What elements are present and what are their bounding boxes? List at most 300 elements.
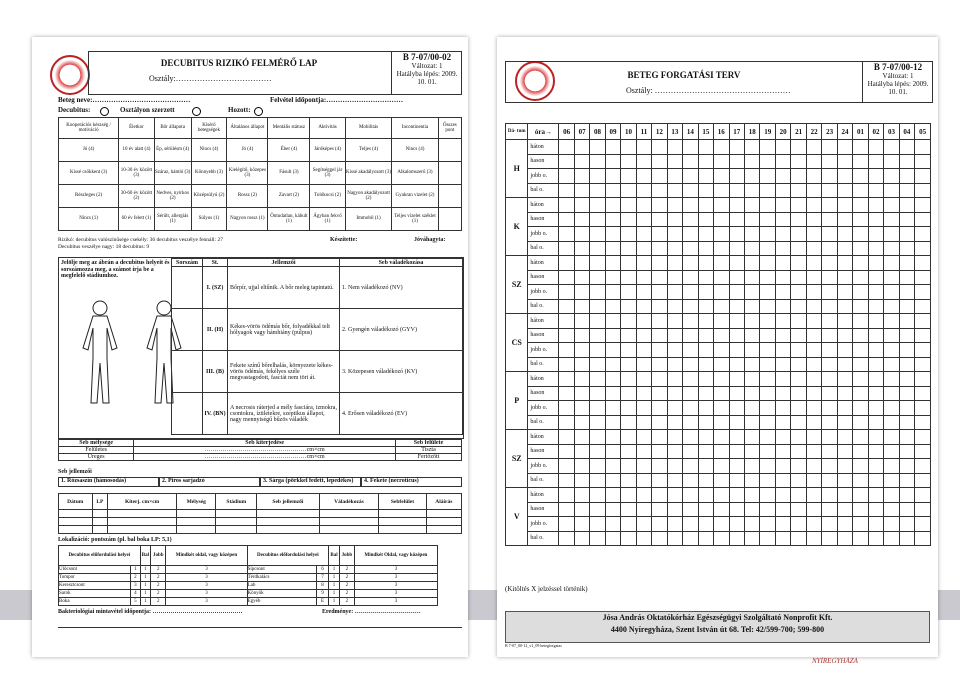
grid-cell[interactable] xyxy=(837,169,852,184)
grid-cell[interactable] xyxy=(868,401,883,416)
grid-cell[interactable] xyxy=(574,444,589,459)
grid-cell[interactable] xyxy=(729,270,744,285)
grid-cell[interactable] xyxy=(729,256,744,271)
grid-cell[interactable] xyxy=(775,256,790,271)
grid-cell[interactable] xyxy=(745,444,760,459)
grid-cell[interactable] xyxy=(714,343,729,358)
grid-cell[interactable] xyxy=(853,270,868,285)
grid-cell[interactable] xyxy=(806,357,821,372)
grid-cell[interactable] xyxy=(915,140,931,155)
grid-cell[interactable] xyxy=(590,343,605,358)
grid-cell[interactable] xyxy=(636,328,651,343)
grid-cell[interactable] xyxy=(605,517,620,532)
grid-cell[interactable] xyxy=(837,488,852,503)
grid-cell[interactable] xyxy=(853,183,868,198)
grid-cell[interactable] xyxy=(698,314,713,329)
grid-cell[interactable] xyxy=(775,444,790,459)
grid-cell[interactable] xyxy=(621,285,636,300)
grid-cell[interactable] xyxy=(652,430,667,445)
grid-cell[interactable] xyxy=(806,314,821,329)
grid-cell[interactable] xyxy=(729,183,744,198)
grid-cell[interactable] xyxy=(868,328,883,343)
grid-cell[interactable] xyxy=(899,212,914,227)
grid-cell[interactable] xyxy=(868,473,883,488)
grid-cell[interactable] xyxy=(667,154,682,169)
grid-cell[interactable] xyxy=(775,459,790,474)
grid-cell[interactable] xyxy=(760,430,775,445)
grid-cell[interactable] xyxy=(590,169,605,184)
grid-cell[interactable] xyxy=(822,488,837,503)
grid-cell[interactable] xyxy=(621,256,636,271)
grid-cell[interactable] xyxy=(559,415,574,430)
grid-cell[interactable] xyxy=(590,285,605,300)
grid-cell[interactable] xyxy=(652,270,667,285)
grid-cell[interactable] xyxy=(683,343,698,358)
grid-cell[interactable] xyxy=(884,401,899,416)
grid-cell[interactable] xyxy=(775,140,790,155)
grid-cell[interactable] xyxy=(745,227,760,242)
grid-cell[interactable] xyxy=(822,343,837,358)
grid-cell[interactable] xyxy=(636,386,651,401)
grid-cell[interactable] xyxy=(636,531,651,546)
grid-cell[interactable] xyxy=(791,444,806,459)
grid-cell[interactable] xyxy=(714,502,729,517)
grid-cell[interactable] xyxy=(683,473,698,488)
grid-cell[interactable] xyxy=(745,531,760,546)
grid-cell[interactable] xyxy=(837,343,852,358)
grid-cell[interactable] xyxy=(791,488,806,503)
grid-cell[interactable] xyxy=(884,444,899,459)
grid-cell[interactable] xyxy=(745,357,760,372)
grid-cell[interactable] xyxy=(837,473,852,488)
grid-cell[interactable] xyxy=(621,328,636,343)
grid-cell[interactable] xyxy=(745,401,760,416)
grid-cell[interactable] xyxy=(698,169,713,184)
grid-cell[interactable] xyxy=(559,169,574,184)
grid-cell[interactable] xyxy=(559,531,574,546)
grid-cell[interactable] xyxy=(853,430,868,445)
grid-cell[interactable] xyxy=(822,444,837,459)
grid-cell[interactable] xyxy=(822,241,837,256)
grid-cell[interactable] xyxy=(899,241,914,256)
grid-cell[interactable] xyxy=(853,241,868,256)
log-cell[interactable] xyxy=(108,510,177,518)
grid-cell[interactable] xyxy=(760,299,775,314)
grid-cell[interactable] xyxy=(667,459,682,474)
grid-cell[interactable] xyxy=(590,444,605,459)
grid-cell[interactable] xyxy=(899,372,914,387)
grid-cell[interactable] xyxy=(667,444,682,459)
grid-cell[interactable] xyxy=(621,488,636,503)
grid-cell[interactable] xyxy=(652,314,667,329)
grid-cell[interactable] xyxy=(775,401,790,416)
grid-cell[interactable] xyxy=(915,459,931,474)
grid-cell[interactable] xyxy=(899,415,914,430)
grid-cell[interactable] xyxy=(714,517,729,532)
grid-cell[interactable] xyxy=(899,227,914,242)
grid-cell[interactable] xyxy=(559,241,574,256)
grid-cell[interactable] xyxy=(559,502,574,517)
grid-cell[interactable] xyxy=(714,241,729,256)
log-cell[interactable] xyxy=(257,526,319,534)
grid-cell[interactable] xyxy=(590,270,605,285)
grid-cell[interactable] xyxy=(574,473,589,488)
grid-cell[interactable] xyxy=(791,343,806,358)
grid-cell[interactable] xyxy=(621,473,636,488)
grid-cell[interactable] xyxy=(745,328,760,343)
grid-cell[interactable] xyxy=(698,212,713,227)
grid-cell[interactable] xyxy=(636,285,651,300)
grid-cell[interactable] xyxy=(590,183,605,198)
grid-cell[interactable] xyxy=(698,459,713,474)
grid-cell[interactable] xyxy=(683,444,698,459)
grid-cell[interactable] xyxy=(915,517,931,532)
grid-cell[interactable] xyxy=(822,531,837,546)
grid-cell[interactable] xyxy=(667,328,682,343)
grid-cell[interactable] xyxy=(574,198,589,213)
grid-cell[interactable] xyxy=(698,227,713,242)
grid-cell[interactable] xyxy=(806,140,821,155)
grid-cell[interactable] xyxy=(899,140,914,155)
grid-cell[interactable] xyxy=(652,299,667,314)
grid-cell[interactable] xyxy=(868,256,883,271)
grid-cell[interactable] xyxy=(822,401,837,416)
grid-cell[interactable] xyxy=(605,169,620,184)
grid-cell[interactable] xyxy=(652,459,667,474)
grid-cell[interactable] xyxy=(915,212,931,227)
grid-cell[interactable] xyxy=(868,430,883,445)
grid-cell[interactable] xyxy=(791,314,806,329)
grid-cell[interactable] xyxy=(590,473,605,488)
grid-cell[interactable] xyxy=(698,299,713,314)
log-cell[interactable] xyxy=(108,526,177,534)
grid-cell[interactable] xyxy=(683,183,698,198)
grid-cell[interactable] xyxy=(605,430,620,445)
grid-cell[interactable] xyxy=(791,270,806,285)
grid-cell[interactable] xyxy=(729,430,744,445)
grid-cell[interactable] xyxy=(621,415,636,430)
grid-cell[interactable] xyxy=(621,459,636,474)
grid-cell[interactable] xyxy=(868,227,883,242)
grid-cell[interactable] xyxy=(915,227,931,242)
grid-cell[interactable] xyxy=(853,444,868,459)
grid-cell[interactable] xyxy=(806,198,821,213)
grid-cell[interactable] xyxy=(822,473,837,488)
grid-cell[interactable] xyxy=(574,169,589,184)
grid-cell[interactable] xyxy=(853,386,868,401)
grid-cell[interactable] xyxy=(667,198,682,213)
grid-cell[interactable] xyxy=(729,328,744,343)
grid-cell[interactable] xyxy=(868,212,883,227)
grid-cell[interactable] xyxy=(729,169,744,184)
grid-cell[interactable] xyxy=(714,444,729,459)
grid-cell[interactable] xyxy=(853,401,868,416)
grid-cell[interactable] xyxy=(605,531,620,546)
grid-cell[interactable] xyxy=(574,285,589,300)
grid-cell[interactable] xyxy=(636,270,651,285)
grid-cell[interactable] xyxy=(791,140,806,155)
grid-cell[interactable] xyxy=(868,488,883,503)
grid-cell[interactable] xyxy=(884,198,899,213)
grid-cell[interactable] xyxy=(745,198,760,213)
grid-cell[interactable] xyxy=(853,343,868,358)
grid-cell[interactable] xyxy=(775,227,790,242)
grid-cell[interactable] xyxy=(559,343,574,358)
grid-cell[interactable] xyxy=(621,343,636,358)
grid-cell[interactable] xyxy=(714,270,729,285)
grid-cell[interactable] xyxy=(636,256,651,271)
grid-cell[interactable] xyxy=(760,314,775,329)
grid-cell[interactable] xyxy=(683,328,698,343)
grid-cell[interactable] xyxy=(698,343,713,358)
grid-cell[interactable] xyxy=(683,459,698,474)
grid-cell[interactable] xyxy=(822,459,837,474)
grid-cell[interactable] xyxy=(791,328,806,343)
grid-cell[interactable] xyxy=(683,517,698,532)
grid-cell[interactable] xyxy=(667,473,682,488)
grid-cell[interactable] xyxy=(868,154,883,169)
grid-cell[interactable] xyxy=(915,314,931,329)
grid-cell[interactable] xyxy=(590,140,605,155)
grid-cell[interactable] xyxy=(652,241,667,256)
grid-cell[interactable] xyxy=(760,386,775,401)
grid-cell[interactable] xyxy=(822,299,837,314)
grid-cell[interactable] xyxy=(590,328,605,343)
grid-cell[interactable] xyxy=(636,154,651,169)
grid-cell[interactable] xyxy=(574,357,589,372)
grid-cell[interactable] xyxy=(652,198,667,213)
grid-cell[interactable] xyxy=(791,531,806,546)
grid-cell[interactable] xyxy=(714,357,729,372)
grid-cell[interactable] xyxy=(899,444,914,459)
grid-cell[interactable] xyxy=(853,154,868,169)
grid-cell[interactable] xyxy=(760,270,775,285)
grid-cell[interactable] xyxy=(683,386,698,401)
grid-cell[interactable] xyxy=(760,473,775,488)
grid-cell[interactable] xyxy=(667,531,682,546)
grid-cell[interactable] xyxy=(745,430,760,445)
grid-cell[interactable] xyxy=(636,444,651,459)
grid-cell[interactable] xyxy=(884,531,899,546)
grid-cell[interactable] xyxy=(853,488,868,503)
grid-cell[interactable] xyxy=(822,357,837,372)
grid-cell[interactable] xyxy=(714,401,729,416)
grid-cell[interactable] xyxy=(837,299,852,314)
grid-cell[interactable] xyxy=(636,343,651,358)
grid-cell[interactable] xyxy=(806,328,821,343)
grid-cell[interactable] xyxy=(683,531,698,546)
grid-cell[interactable] xyxy=(884,212,899,227)
grid-cell[interactable] xyxy=(652,256,667,271)
grid-cell[interactable] xyxy=(667,241,682,256)
grid-cell[interactable] xyxy=(729,459,744,474)
grid-cell[interactable] xyxy=(714,488,729,503)
grid-cell[interactable] xyxy=(667,227,682,242)
grid-cell[interactable] xyxy=(574,415,589,430)
grid-cell[interactable] xyxy=(745,270,760,285)
grid-cell[interactable] xyxy=(806,444,821,459)
grid-cell[interactable] xyxy=(884,372,899,387)
grid-cell[interactable] xyxy=(745,299,760,314)
grid-cell[interactable] xyxy=(899,459,914,474)
grid-cell[interactable] xyxy=(745,169,760,184)
grid-cell[interactable] xyxy=(636,183,651,198)
grid-cell[interactable] xyxy=(791,256,806,271)
grid-cell[interactable] xyxy=(884,183,899,198)
grid-cell[interactable] xyxy=(636,198,651,213)
grid-cell[interactable] xyxy=(714,198,729,213)
grid-cell[interactable] xyxy=(621,299,636,314)
grid-cell[interactable] xyxy=(868,531,883,546)
grid-cell[interactable] xyxy=(683,140,698,155)
log-cell[interactable] xyxy=(319,510,379,518)
grid-cell[interactable] xyxy=(683,415,698,430)
grid-cell[interactable] xyxy=(791,401,806,416)
grid-cell[interactable] xyxy=(775,270,790,285)
grid-cell[interactable] xyxy=(915,502,931,517)
grid-cell[interactable] xyxy=(683,488,698,503)
grid-cell[interactable] xyxy=(667,270,682,285)
grid-cell[interactable] xyxy=(775,502,790,517)
log-cell[interactable] xyxy=(379,518,426,526)
grid-cell[interactable] xyxy=(729,241,744,256)
grid-cell[interactable] xyxy=(853,372,868,387)
grid-cell[interactable] xyxy=(652,502,667,517)
grid-cell[interactable] xyxy=(729,285,744,300)
grid-cell[interactable] xyxy=(574,314,589,329)
grid-cell[interactable] xyxy=(667,401,682,416)
grid-cell[interactable] xyxy=(698,473,713,488)
grid-cell[interactable] xyxy=(791,459,806,474)
grid-cell[interactable] xyxy=(698,285,713,300)
grid-cell[interactable] xyxy=(884,502,899,517)
grid-cell[interactable] xyxy=(559,270,574,285)
grid-cell[interactable] xyxy=(791,212,806,227)
grid-cell[interactable] xyxy=(806,227,821,242)
grid-cell[interactable] xyxy=(590,372,605,387)
grid-cell[interactable] xyxy=(636,502,651,517)
log-cell[interactable] xyxy=(257,510,319,518)
grid-cell[interactable] xyxy=(791,227,806,242)
grid-cell[interactable] xyxy=(698,488,713,503)
grid-cell[interactable] xyxy=(884,270,899,285)
grid-cell[interactable] xyxy=(868,502,883,517)
grid-cell[interactable] xyxy=(559,227,574,242)
grid-cell[interactable] xyxy=(574,270,589,285)
grid-cell[interactable] xyxy=(636,459,651,474)
grid-cell[interactable] xyxy=(667,488,682,503)
grid-cell[interactable] xyxy=(760,212,775,227)
radio-icon[interactable] xyxy=(192,107,201,116)
grid-cell[interactable] xyxy=(590,227,605,242)
grid-cell[interactable] xyxy=(884,517,899,532)
grid-cell[interactable] xyxy=(775,415,790,430)
grid-cell[interactable] xyxy=(714,459,729,474)
grid-cell[interactable] xyxy=(605,285,620,300)
grid-cell[interactable] xyxy=(884,473,899,488)
log-cell[interactable] xyxy=(59,510,93,518)
grid-cell[interactable] xyxy=(853,459,868,474)
grid-cell[interactable] xyxy=(605,198,620,213)
grid-cell[interactable] xyxy=(714,154,729,169)
grid-cell[interactable] xyxy=(683,270,698,285)
grid-cell[interactable] xyxy=(806,459,821,474)
grid-cell[interactable] xyxy=(683,314,698,329)
grid-cell[interactable] xyxy=(822,372,837,387)
grid-cell[interactable] xyxy=(791,473,806,488)
grid-cell[interactable] xyxy=(729,227,744,242)
grid-cell[interactable] xyxy=(806,415,821,430)
grid-cell[interactable] xyxy=(775,198,790,213)
grid-cell[interactable] xyxy=(574,531,589,546)
grid-cell[interactable] xyxy=(868,270,883,285)
grid-cell[interactable] xyxy=(652,328,667,343)
grid-cell[interactable] xyxy=(837,256,852,271)
grid-cell[interactable] xyxy=(806,531,821,546)
grid-cell[interactable] xyxy=(652,169,667,184)
grid-cell[interactable] xyxy=(853,227,868,242)
grid-cell[interactable] xyxy=(745,212,760,227)
grid-cell[interactable] xyxy=(729,415,744,430)
grid-cell[interactable] xyxy=(837,154,852,169)
log-cell[interactable] xyxy=(426,518,461,526)
grid-cell[interactable] xyxy=(667,285,682,300)
grid-cell[interactable] xyxy=(559,285,574,300)
grid-cell[interactable] xyxy=(559,299,574,314)
grid-cell[interactable] xyxy=(745,372,760,387)
grid-cell[interactable] xyxy=(853,415,868,430)
grid-cell[interactable] xyxy=(698,241,713,256)
grid-cell[interactable] xyxy=(714,256,729,271)
log-cell[interactable] xyxy=(59,518,93,526)
grid-cell[interactable] xyxy=(652,183,667,198)
grid-cell[interactable] xyxy=(574,154,589,169)
grid-cell[interactable] xyxy=(667,183,682,198)
grid-cell[interactable] xyxy=(574,241,589,256)
grid-cell[interactable] xyxy=(775,183,790,198)
grid-cell[interactable] xyxy=(605,459,620,474)
grid-cell[interactable] xyxy=(760,415,775,430)
grid-cell[interactable] xyxy=(775,241,790,256)
grid-cell[interactable] xyxy=(884,140,899,155)
grid-cell[interactable] xyxy=(853,473,868,488)
grid-cell[interactable] xyxy=(806,241,821,256)
grid-cell[interactable] xyxy=(621,314,636,329)
grid-cell[interactable] xyxy=(915,357,931,372)
grid-cell[interactable] xyxy=(605,488,620,503)
grid-cell[interactable] xyxy=(574,372,589,387)
grid-cell[interactable] xyxy=(590,256,605,271)
grid-cell[interactable] xyxy=(652,444,667,459)
grid-cell[interactable] xyxy=(698,430,713,445)
grid-cell[interactable] xyxy=(683,241,698,256)
grid-cell[interactable] xyxy=(745,517,760,532)
grid-cell[interactable] xyxy=(806,169,821,184)
grid-cell[interactable] xyxy=(775,154,790,169)
grid-cell[interactable] xyxy=(775,473,790,488)
grid-cell[interactable] xyxy=(559,256,574,271)
grid-cell[interactable] xyxy=(574,328,589,343)
grid-cell[interactable] xyxy=(574,256,589,271)
log-cell[interactable] xyxy=(92,510,108,518)
grid-cell[interactable] xyxy=(837,212,852,227)
grid-cell[interactable] xyxy=(590,415,605,430)
grid-cell[interactable] xyxy=(822,227,837,242)
grid-cell[interactable] xyxy=(760,256,775,271)
grid-cell[interactable] xyxy=(915,299,931,314)
grid-cell[interactable] xyxy=(652,140,667,155)
grid-cell[interactable] xyxy=(884,488,899,503)
